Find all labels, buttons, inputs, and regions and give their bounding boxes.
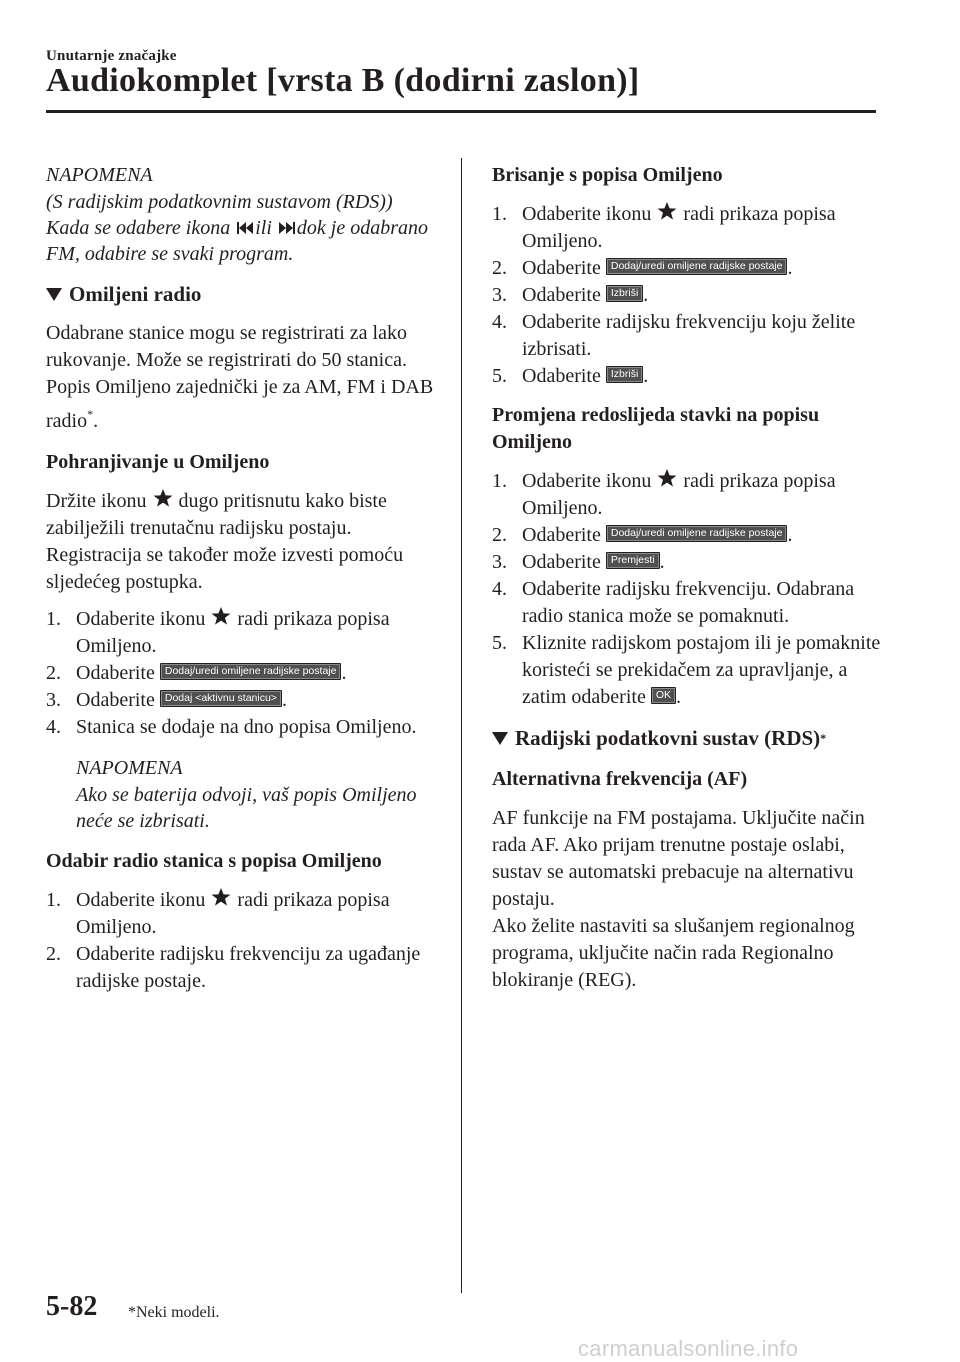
step-text: .	[676, 686, 681, 708]
seek-back-icon	[237, 221, 253, 235]
list-item	[492, 201, 887, 255]
step-text: .	[787, 524, 793, 546]
store-steps	[46, 606, 446, 741]
footnote: *Neki modeli.	[128, 1304, 220, 1321]
star-icon	[657, 201, 677, 221]
list-item	[46, 687, 446, 714]
note-text	[46, 215, 446, 267]
asterisk-mark: *	[820, 731, 827, 745]
step-text: Odaberite	[76, 662, 155, 684]
step-number: 4.	[492, 311, 507, 333]
step-text: Odaberite ikonu	[522, 470, 652, 492]
note-text-or: ili	[255, 217, 272, 239]
step-number: 3.	[492, 551, 507, 573]
step-text: Odaberite	[522, 365, 601, 387]
star-icon	[153, 488, 173, 508]
step-text: Kliznite radijskom postajom ili je pomaknite koristeći se prekidačem za upravljanje, a zatim odaberite	[522, 632, 881, 708]
step-text: Odaberite	[522, 551, 601, 573]
step-text: Odaberite radijsku frekvenciju. Odabrana radio stanica može se pomaknuti.	[522, 578, 855, 627]
page-title: Audiokomplet [vrsta B (dodirni zaslon)]	[46, 62, 640, 99]
step-number: 5.	[492, 365, 507, 387]
note-text-part: dok je odabrano FM, odabire se svaki program.	[46, 217, 428, 265]
favourites-intro	[46, 320, 446, 435]
delete-steps	[492, 201, 887, 390]
step-number: 2.	[492, 524, 507, 546]
step-text: radi prikaza popisa Omiljeno.	[522, 470, 836, 519]
store-text-part: Držite ikonu	[46, 490, 147, 512]
edit-favourites-button[interactable]: Dodaj/uredi omiljene radijske postaje	[160, 663, 342, 680]
title-rule	[46, 110, 876, 113]
watermark: carmanualsonline.info	[578, 1336, 799, 1361]
select-steps	[46, 887, 446, 995]
note-2	[46, 755, 446, 834]
page-number: 5-82	[46, 1291, 98, 1322]
reorder-heading: Promjena redoslijeda stavki na popisu Omiljeno	[492, 404, 820, 453]
step-text: .	[281, 689, 287, 711]
list-item	[46, 941, 446, 995]
store-text-part: dugo pritisnutu kako biste zabilježili trenutačnu radijsku postaju. Registracija se također može izvesti pomoću sljedećeg postupka.	[46, 490, 404, 593]
note-label: NAPOMENA	[76, 757, 183, 779]
rds-heading-text: Radijski podatkovni sustav (RDS)	[515, 726, 821, 750]
section-label: Unutarnje značajke	[46, 48, 177, 64]
delete-button[interactable]: Izbriši	[606, 366, 643, 383]
column-divider	[461, 158, 462, 1293]
step-number: 1.	[492, 203, 507, 225]
list-item	[492, 468, 887, 522]
list-item	[46, 887, 446, 941]
note-text-part: Kada se odabere ikona	[46, 217, 231, 239]
left-column	[46, 162, 446, 995]
step-number: 2.	[492, 257, 507, 279]
step-text: .	[659, 551, 665, 573]
star-icon	[657, 468, 677, 488]
af-text-2: Ako želite nastaviti sa slušanjem regionalnog programa, uključite način rada Regionalno blokiranje (REG).	[492, 915, 855, 991]
list-item	[492, 522, 887, 549]
list-item	[492, 282, 887, 309]
list-item	[492, 576, 887, 630]
select-heading: Odabir radio stanica s popisa Omiljeno	[46, 850, 382, 872]
step-number: 2.	[46, 662, 61, 684]
step-text: Odaberite ikonu	[522, 203, 652, 225]
step-text: .	[787, 257, 793, 279]
ok-button[interactable]: OK	[651, 687, 676, 704]
step-text: radi prikaza popisa Omiljeno.	[76, 889, 390, 938]
step-number: 4.	[492, 578, 507, 600]
step-text: Odaberite ikonu	[76, 889, 206, 911]
step-text: Odaberite	[522, 284, 601, 306]
step-number: 5.	[492, 632, 507, 654]
list-item	[492, 549, 887, 576]
edit-favourites-button[interactable]: Dodaj/uredi omiljene radijske postaje	[606, 258, 788, 275]
reorder-steps	[492, 468, 887, 711]
step-number: 3.	[46, 689, 61, 711]
star-icon	[211, 887, 231, 907]
right-column	[492, 162, 887, 994]
move-button[interactable]: Premjesti	[606, 552, 660, 569]
af-heading: Alternativna frekvencija (AF)	[492, 768, 748, 790]
delete-button[interactable]: Izbriši	[606, 285, 643, 302]
step-text: .	[341, 662, 347, 684]
list-item	[46, 714, 446, 741]
step-text: radi prikaza popisa Omiljeno.	[522, 203, 836, 252]
step-text: Odaberite ikonu	[76, 608, 206, 630]
step-number: 3.	[492, 284, 507, 306]
step-number: 1.	[492, 470, 507, 492]
list-item	[492, 255, 887, 282]
step-text: Odaberite	[522, 524, 601, 546]
intro-end: .	[93, 410, 99, 432]
step-text: .	[643, 284, 649, 306]
step-text: radi prikaza popisa Omiljeno.	[76, 608, 390, 657]
add-station-button[interactable]: Dodaj <aktivnu stanicu>	[160, 690, 282, 707]
list-item	[492, 630, 887, 711]
step-text: Stanica se dodaje na dno popisa Omiljeno.	[76, 716, 417, 738]
note-condition: (S radijskim podatkovnim sustavom (RDS))	[46, 191, 393, 213]
store-text	[46, 488, 446, 596]
store-heading: Pohranjivanje u Omiljeno	[46, 451, 270, 473]
step-number: 4.	[46, 716, 61, 738]
step-number: 2.	[46, 943, 61, 965]
edit-favourites-button[interactable]: Dodaj/uredi omiljene radijske postaje	[606, 525, 788, 542]
star-icon	[211, 606, 231, 626]
seek-forward-icon	[279, 221, 295, 235]
step-text: Odaberite	[76, 689, 155, 711]
rds-heading	[492, 725, 887, 752]
triangle-bullet-icon	[492, 732, 508, 745]
note-label: NAPOMENA	[46, 164, 153, 186]
list-item	[492, 309, 887, 363]
af-text: AF funkcije na FM postajama. Uključite način rada AF. Ako prijam trenutne postaje oslabi, sustav se automatski prebacuje na alternativu postaju.	[492, 807, 865, 910]
note-text: Ako se baterija odvoji, vaš popis Omiljeno neće se izbrisati.	[76, 784, 417, 832]
list-item	[46, 606, 446, 660]
favourites-heading-text: Omiljeni radio	[69, 282, 202, 306]
list-item	[492, 363, 887, 390]
list-item	[46, 660, 446, 687]
favourites-heading	[46, 281, 446, 308]
triangle-bullet-icon	[46, 288, 62, 301]
asterisk-mark: *	[87, 407, 94, 421]
intro-text: Odabrane stanice mogu se registrirati za lako rukovanje. Može se registrirati do 50 stanica. Popis Omiljeno zajednički je za AM, FM i DAB radio	[46, 322, 434, 432]
step-text: .	[643, 365, 649, 387]
step-number: 1.	[46, 608, 61, 630]
step-text: Odaberite radijsku frekvenciju za ugađanje radijske postaje.	[76, 943, 421, 992]
step-number: 1.	[46, 889, 61, 911]
step-text: Odaberite radijsku frekvenciju koju želite izbrisati.	[522, 311, 856, 360]
step-text: Odaberite	[522, 257, 601, 279]
delete-heading: Brisanje s popisa Omiljeno	[492, 164, 723, 186]
